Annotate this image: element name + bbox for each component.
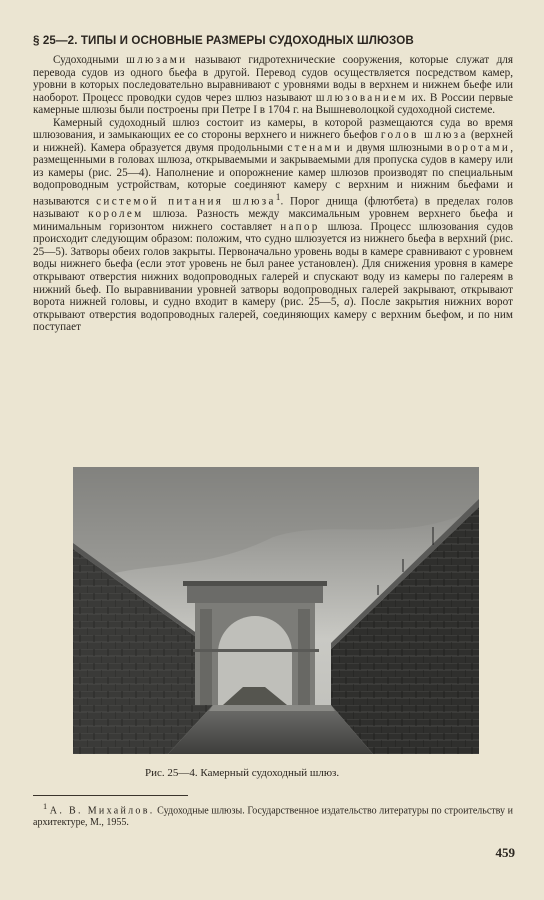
text-run: Судоходными (53, 54, 127, 66)
text-run: (верхней и нижней). Камера образуется двумя продольными (33, 129, 513, 154)
spaced-term: системой питания шлюза (96, 195, 276, 208)
figure-caption: Рис. 25—4. Камерный судоходный шлюз. (145, 767, 340, 779)
footnote-author: А. В. Михайлов. (49, 805, 155, 817)
footnote-divider (33, 795, 188, 796)
section-heading: § 25—2. ТИПЫ И ОСНОВНЫЕ РАЗМЕРЫ СУДОХОДНЫХ ШЛЮЗОВ (33, 34, 414, 47)
footnote-reference-text: Судоходные шлюзы. Государственное издательство литературы по строительству и архитектуре, М., 1955. (33, 805, 513, 829)
spaced-term: шлюзами (126, 54, 188, 66)
text-run: называют гидротехнические сооружения, которые служат для перевода судов из одного бьефа в другой. Перевод судов осуществляется посредством камер, уровни в которых последовательно выравнивают с уровнями воды в верхнем и нижнем бьефе или наоборот. Процесс проводки судов через шлюз называют (33, 54, 513, 104)
spaced-term: шлюзованием (315, 91, 408, 104)
page-number: 459 (495, 845, 515, 860)
footnote-text (33, 801, 513, 829)
spaced-term: королем (88, 208, 144, 221)
text-run: шлюза. Процесс шлюзования судов происходит следующим образом: положим, что судно шлюзуется из нижнего бьефа в верхний (рис. 25—5). Затворы обеих голов закрыты. Первоначально уровень воды в камере сравнивают с уровнем воды нижнего бьефа (если этот уровень не был ранее установлен). Для снижения уровня в камере открывают отверстия нижних водопроводных галерей и спускают воду из камеры по галереям в нижний бьеф. По выравнивании уровней затворы водопроводных галерей закрывают, открывают ворота нижней головы, и судно входит в камеру (рис. 25—5, (33, 220, 513, 309)
paragraph-1 (33, 54, 513, 117)
lock-photo-illustration (73, 467, 479, 754)
footnote-reference[interactable]: 1 (275, 193, 281, 204)
body-text (33, 54, 513, 334)
spaced-term: воротами (446, 141, 511, 154)
text-run: шлюза. Разность между максимальным уровнем верхнего бьефа и минимальным горизонтом нижнего составляет (33, 208, 513, 233)
text-run: ). После закрытия нижних ворот открывают отверстия водопроводных галерей, соединяющих камеру с верхним бьефом, и по ним поступает (33, 296, 513, 334)
lock-chamber-photo (73, 467, 479, 754)
spaced-term: напор (280, 220, 320, 233)
spaced-term: голов шлюза (380, 129, 468, 142)
italic-letter: а (344, 296, 350, 309)
text-run: . Порог днища (флютбета) в пределах голов называют (33, 195, 514, 221)
text-run: , размещенными в головах шлюза, открываемыми и закрываемыми для пропуска судов в камеру или из камеры (рис. 25—4). Наполнение и опорожнение камер шлюзов производят по специальным водопроводным устройствам, которые соединяют камеру с верхним и нижним бьефами и называются (33, 141, 514, 208)
footnote (33, 801, 513, 829)
text-run: и двумя шлюзными (342, 141, 447, 154)
spaced-term: стенами (287, 141, 343, 154)
text-run: Камерный судоходный шлюз состоит из камеры, в которой размещаются суда во время шлюзования, и замыкающих ее со стороны верхнего и нижнего бьефов (33, 116, 513, 142)
text-run: их. В России первые камерные шлюзы были построены при Петре I в 1704 г. на Вышневолоцкой судоходной системе. (33, 91, 513, 117)
paragraph-2 (33, 117, 513, 334)
footnote-mark: 1 (43, 802, 48, 811)
